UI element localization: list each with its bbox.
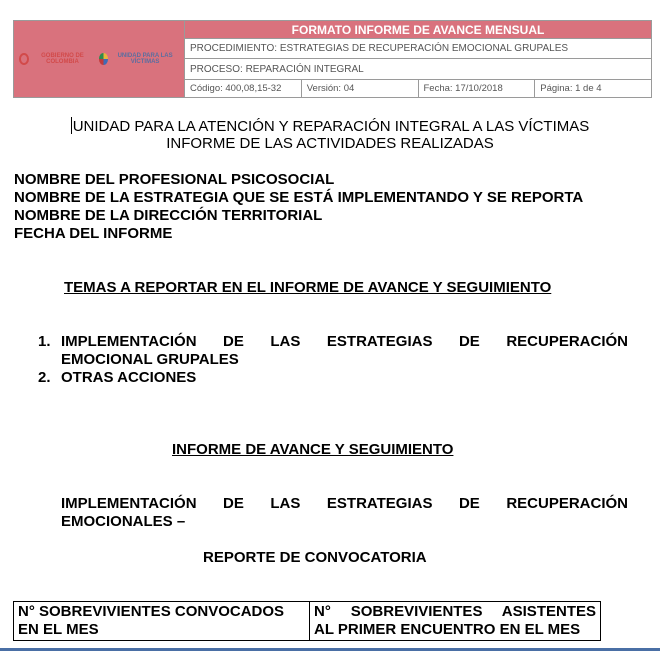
heading-line-2: INFORME DE LAS ACTIVIDADES REALIZADAS bbox=[166, 135, 494, 152]
topics-heading: TEMAS A REPORTAR EN EL INFORME DE AVANCE Y SEGUIMIENTO bbox=[64, 279, 552, 296]
form-title: FORMATO INFORME DE AVANCE MENSUAL bbox=[185, 21, 652, 39]
gobierno-logo-icon bbox=[19, 53, 29, 65]
document-header-table bbox=[13, 20, 652, 98]
field-direccion: NOMBRE DE LA DIRECCIÓN TERRITORIAL bbox=[14, 207, 323, 224]
list-item-2: OTRAS ACCIONES bbox=[61, 369, 197, 386]
pagina-label: Página: 1 de 4 bbox=[535, 79, 652, 97]
proceso-label: PROCESO: REPARACIÓN INTEGRAL bbox=[185, 59, 652, 79]
logo-cell bbox=[14, 21, 185, 98]
field-estrategia: NOMBRE DE LA ESTRATEGIA QUE SE ESTÁ IMPLEMENTANDO Y SE REPORTA bbox=[14, 189, 584, 206]
report-heading: INFORME DE AVANCE Y SEGUIMIENTO bbox=[172, 441, 454, 458]
list-number-2: 2. bbox=[38, 369, 51, 386]
field-fecha: FECHA DEL INFORME bbox=[14, 225, 173, 242]
convocados-header-cell: N° SOBREVIVIENTES CONVOCADOS EN EL MES bbox=[14, 602, 310, 641]
convocatoria-table bbox=[13, 601, 601, 641]
asistentes-header-cell: N° SOBREVIVIENTES ASISTENTES AL PRIMER ENCUENTRO EN EL MES bbox=[310, 602, 601, 641]
unidad-victimas-logo-icon bbox=[99, 53, 109, 65]
implementation-paragraph: IMPLEMENTACIÓN DE LAS ESTRATEGIAS DE RECUPERACIÓN EMOCIONALES – bbox=[61, 495, 628, 530]
list-number-1: 1. bbox=[38, 333, 51, 350]
convocatoria-heading: REPORTE DE CONVOCATORIA bbox=[203, 549, 427, 566]
list-item-1: IMPLEMENTACIÓN DE LAS ESTRATEGIAS DE RECUPERACIÓN EMOCIONAL GRUPALES bbox=[61, 333, 628, 368]
field-profesional: NOMBRE DEL PROFESIONAL PSICOSOCIAL bbox=[14, 171, 335, 188]
codigo-label: Código: 400,08,15-32 bbox=[185, 79, 302, 97]
gobierno-logo: GOBIERNO DE COLOMBIA bbox=[19, 53, 93, 65]
unidad-victimas-logo: UNIDAD PARA LAS VÍCTIMAS bbox=[99, 53, 179, 65]
fecha-label: Fecha: 17/10/2018 bbox=[418, 79, 535, 97]
version-label: Versión: 04 bbox=[301, 79, 418, 97]
text-cursor bbox=[71, 117, 72, 134]
heading-line-1: UNIDAD PARA LA ATENCIÓN Y REPARACIÓN INTEGRAL A LAS VÍCTIMAS bbox=[72, 118, 590, 135]
procedimiento-label: PROCEDIMIENTO: ESTRATEGIAS DE RECUPERACIÓN EMOCIONAL GRUPALES bbox=[185, 39, 652, 59]
